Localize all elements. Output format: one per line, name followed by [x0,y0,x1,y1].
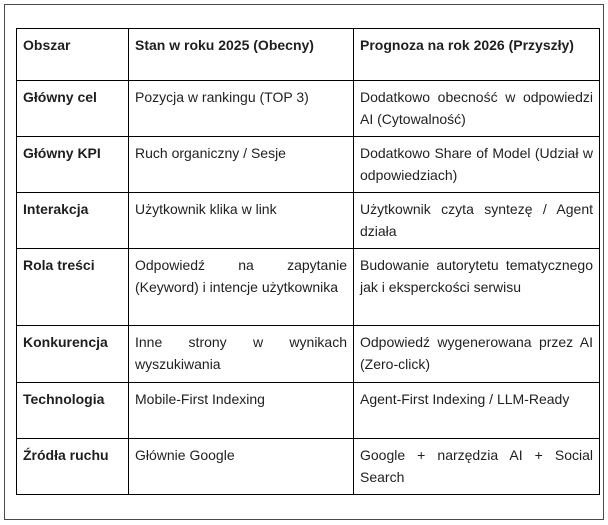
table-row [17,439,600,495]
row-current-value: Pozycja w rankingu (TOP 3) [129,81,354,137]
header-forecast: Prognoza na rok 2026 (Przyszły) [354,29,600,81]
row-forecast-value: Dodatkowo Share of Model (Udział w odpowiedziach) [354,137,600,193]
table-row [17,137,600,193]
document-frame [4,4,604,520]
row-area-label: Interakcja [17,193,129,249]
row-current-value: Głównie Google [129,439,354,495]
table-row [17,81,600,137]
row-current-value: Użytkownik klika w link [129,193,354,249]
row-area-label: Źródła ruchu [17,439,129,495]
table-header-row [17,29,600,81]
row-current-value: Odpowiedź na zapytanie (Keyword) i intencje użytkownika [129,249,354,326]
row-forecast-value: Budowanie autorytetu tematycznego jak i eksperckości serwisu [354,249,600,326]
row-area-label: Konkurencja [17,326,129,383]
table-row [17,249,600,326]
row-current-value: Mobile-First Indexing [129,383,354,439]
row-forecast-value: Odpowiedź wygenerowana przez AI (Zero-click) [354,326,600,383]
row-area-label: Główny KPI [17,137,129,193]
row-area-label: Główny cel [17,81,129,137]
row-forecast-value: Agent-First Indexing / LLM-Ready [354,383,600,439]
comparison-table [16,28,600,495]
row-forecast-value: Google + narzędzia AI + Social Search [354,439,600,495]
row-area-label: Rola treści [17,249,129,326]
row-current-value: Ruch organiczny / Sesje [129,137,354,193]
header-current-state: Stan w roku 2025 (Obecny) [129,29,354,81]
table-row [17,326,600,383]
row-forecast-value: Użytkownik czyta syntezę / Agent działa [354,193,600,249]
row-current-value: Inne strony w wynikach wyszukiwania [129,326,354,383]
row-area-label: Technologia [17,383,129,439]
table-row [17,193,600,249]
table-row [17,383,600,439]
header-area: Obszar [17,29,129,81]
row-forecast-value: Dodatkowo obecność w odpowiedzi AI (Cytowalność) [354,81,600,137]
